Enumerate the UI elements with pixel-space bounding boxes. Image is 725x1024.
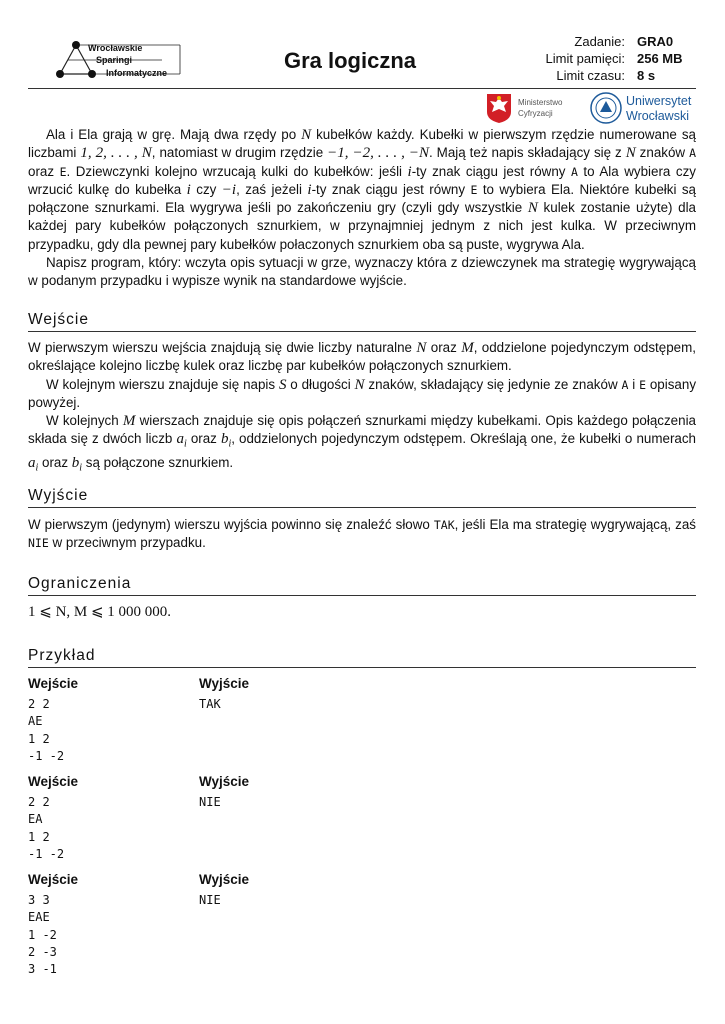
example-1-input: 2 2 AE 1 2 -1 -2: [28, 697, 65, 763]
text: znaków, składający się jedynie ze znaków: [364, 376, 622, 392]
example-3-input-label: Wejście: [28, 872, 79, 887]
text: , natomiast w drugim rzędzie: [151, 145, 328, 161]
math-a: a: [176, 431, 184, 448]
example-1-output: TAK: [199, 697, 221, 711]
text: to Ala wybiera czy wrzucić kulkę do kubełka: [28, 163, 696, 197]
statement-paragraph-1: [28, 126, 696, 254]
output-paragraph: [28, 516, 696, 553]
math-i: i: [407, 163, 412, 180]
text: Ala i Ela grają w grę. Mają dwa rzędy po: [46, 127, 302, 142]
section-title-example: Przykład: [28, 647, 696, 668]
section-title-constraints: Ograniczenia: [28, 575, 696, 596]
math-subscript: i: [183, 439, 187, 451]
example-3-output-label: Wyjście: [199, 872, 250, 887]
meta-task-row: [480, 34, 700, 51]
eagle-emblem-icon: [484, 92, 514, 124]
meta-label: Limit czasu:: [556, 68, 625, 83]
math-N: N: [527, 200, 538, 217]
text: oraz: [186, 431, 221, 447]
example-2-input-label: Wejście: [28, 774, 79, 789]
text: czy: [190, 181, 222, 197]
math-subscript: i: [228, 439, 232, 451]
text: -ty znak ciągu jest równy: [311, 181, 471, 197]
logo-line-1: Wrocławskie: [88, 43, 143, 53]
ministry-line-1: Ministerstwo: [518, 98, 563, 107]
text: W pierwszym (jedynym) wierszu wyjścia powinno się znaleźć słowo: [28, 517, 434, 532]
math-N: N: [625, 145, 636, 162]
text: , oddzielone pojedynczym odstępem, określające kolejno liczbę kulek oraz liczbę par kubełków połączonych sznurkiem.: [28, 340, 696, 374]
section-title-output: Wyjście: [28, 487, 696, 508]
text: kubełków każdy. Kubełki w pierwszym rzędzie numerowane są liczbami: [28, 127, 696, 161]
math-N: N: [416, 340, 427, 356]
task-meta: [480, 34, 700, 85]
example-1-output-label: Wyjście: [199, 676, 250, 691]
code-char: A: [621, 377, 629, 392]
math-b: b: [220, 431, 229, 448]
uni-line-1: Uniwersytet: [626, 94, 692, 108]
input-paragraph-2: [28, 376, 696, 413]
university-logo: [590, 92, 696, 126]
math-a: a: [28, 455, 36, 472]
logo-line-3: Informatyczne: [106, 68, 168, 78]
example-2-output: NIE: [199, 795, 221, 809]
input-description: [28, 339, 696, 478]
math-b: b: [71, 455, 80, 472]
meta-value: 8 s: [637, 68, 656, 83]
page-title: Gra logiczna: [283, 48, 417, 73]
ministry-logo: [484, 92, 579, 126]
meta-value: 256 MB: [637, 51, 683, 66]
code-char: E: [639, 377, 647, 392]
code-word: TAK: [433, 518, 455, 532]
section-title-input: Wejście: [28, 311, 696, 332]
text: W pierwszym wierszu wejścia znajdują się dwie liczby naturalne: [28, 340, 417, 355]
text: oraz: [38, 455, 72, 471]
output-description: [28, 516, 696, 553]
example-1-input-label: Wejście: [28, 676, 79, 691]
meta-label: Zadanie:: [574, 34, 625, 49]
text: . Dziewczynki kolejno wrzucają kulki do kubełków: jeśli: [66, 163, 408, 179]
input-paragraph-1: [28, 339, 696, 376]
meta-memory-row: [480, 51, 700, 68]
input-paragraph-3: [28, 412, 696, 478]
math-M: M: [122, 413, 136, 430]
math-sequence: 1, 2, . . . , N: [80, 145, 152, 162]
text: wierszach znajduje się opis połączeń sznurkami między kubełkami. Opis każdego połączenia składa się z dwóch liczb: [28, 413, 696, 447]
meta-time-row: [480, 68, 700, 85]
header-divider: [28, 88, 696, 89]
math-S: S: [278, 376, 287, 393]
text: i: [628, 376, 640, 392]
text: . Mają też napis składający się z: [429, 145, 626, 161]
text: , zaś jeżeli: [236, 181, 308, 197]
math-i: i: [307, 181, 312, 198]
text: oraz: [28, 163, 60, 179]
example-2-output-label: Wyjście: [199, 774, 250, 789]
wsi-logo: [52, 36, 192, 86]
text: , jeśli Ela ma strategię wygrywającą, zaś: [454, 517, 696, 532]
text: znaków: [635, 145, 690, 161]
logo-line-2: Sparingi: [96, 55, 133, 65]
code-char: A: [689, 146, 696, 161]
example-3-output: NIE: [199, 893, 221, 907]
math-sequence: −1, −2, . . . , −N: [327, 145, 429, 162]
problem-statement: [28, 126, 696, 291]
university-seal-icon: [590, 92, 622, 124]
code-word: NIE: [28, 536, 49, 551]
math-subscript: i: [35, 463, 39, 475]
math-N: N: [354, 376, 365, 393]
example-3-input: 3 3 EAE 1 -2 2 -3 3 -1: [28, 893, 57, 977]
text: , oddzielonych pojedynczym odstępem. Określają one, że kubełki o numerach: [231, 431, 696, 447]
text: to wybiera Ela. Niektóre kubełki są połączone sznurkami. Ela wygrywa jeśli po zakończeniu gry (czyli gdy wszystkie: [28, 181, 697, 216]
ministry-line-2: Cyfryzacji: [518, 109, 553, 118]
code-char: E: [59, 164, 67, 179]
code-char: A: [570, 164, 578, 179]
text: oraz: [426, 340, 462, 355]
text: W kolejnym wierszu znajduje się napis: [46, 376, 279, 392]
text: W kolejnych: [46, 413, 123, 429]
text: kulek zostanie użyte) dla każdej pary kubełków połączonych sznurkiem, w przynajmniej jednym z nich jest kulka. W przeciwnym przypadku, gdy dla pewnej pary kubełków połaczonych sznurkiem oba są puste, wygrywa Ala.: [28, 200, 696, 252]
text: w przeciwnym przypadku.: [48, 535, 206, 551]
text: o długości: [286, 376, 355, 392]
meta-label: Limit pamięci:: [545, 51, 625, 66]
math-M: M: [461, 340, 474, 356]
text: -ty znak ciągu jest równy: [411, 163, 571, 179]
meta-value: GRA0: [637, 34, 674, 49]
constraints-formula: 1 ⩽ N, M ⩽ 1 000 000.: [28, 604, 172, 620]
text: opisany powyżej.: [28, 376, 697, 410]
text: są połączone sznurkiem.: [82, 455, 234, 471]
example-2-input: 2 2 EA 1 2 -1 -2: [28, 795, 65, 861]
math-minus-i: −i: [221, 181, 237, 198]
code-char: E: [470, 182, 478, 197]
uni-line-2: Wrocławski: [626, 109, 689, 123]
math-N: N: [301, 127, 312, 143]
math-subscript: i: [79, 463, 83, 475]
math-i: i: [186, 181, 191, 198]
constraints-description: [28, 603, 696, 621]
statement-paragraph-2: Napisz program, który: wczyta opis sytuacji w grze, wyznaczy która z dziewczynek ma strategię wygrywającą w podanym przypadku i wypisze wynik na standardowe wyjście.: [28, 255, 696, 289]
